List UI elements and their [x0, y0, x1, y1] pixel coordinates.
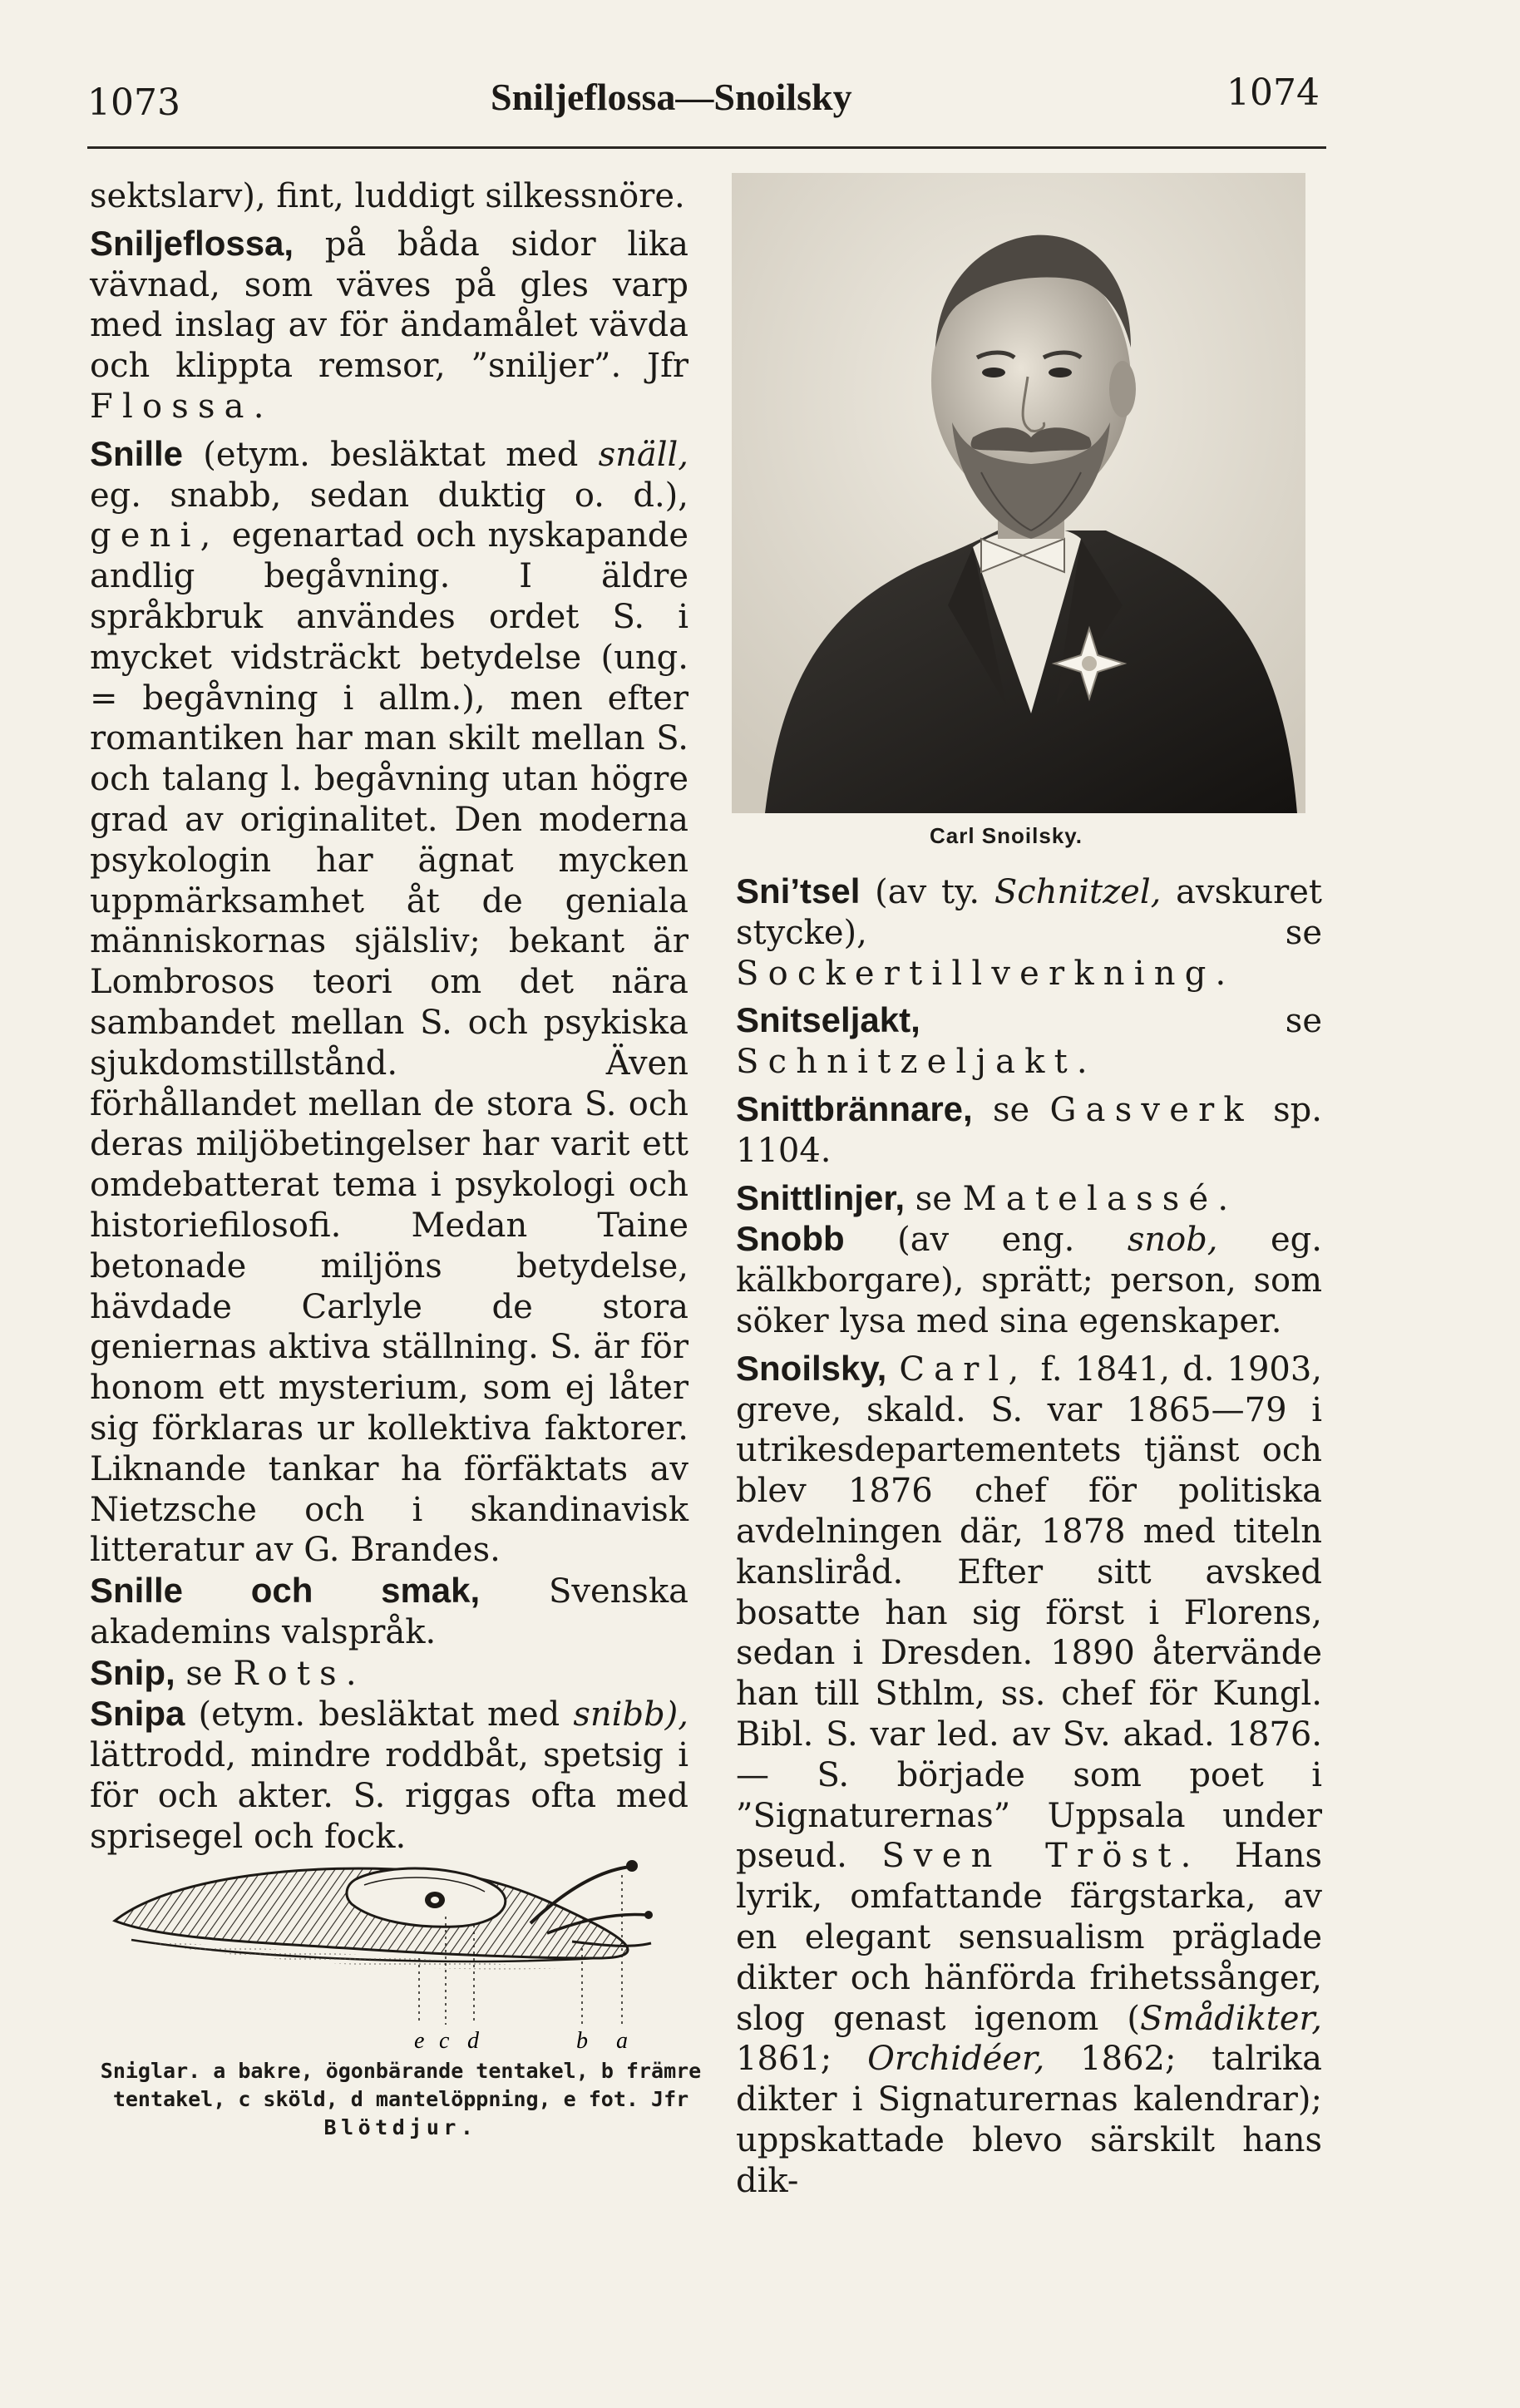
slug-label-d: d — [467, 2028, 479, 2054]
left-column — [90, 176, 688, 1858]
lemma-snittbrannare: Snittbrännare, — [736, 1088, 973, 1128]
entry-continuation — [90, 176, 688, 217]
slug-label-a: a — [616, 2028, 628, 2054]
spaced-pseudonym: Sven Tröst. — [881, 1837, 1201, 1876]
etym-word: snibb), — [573, 1695, 688, 1734]
cross-ref-blotdjur: Blötdjur. — [323, 2115, 478, 2139]
spaced-term-geni: geni, — [90, 516, 220, 555]
entry-snipa — [90, 1694, 688, 1857]
entry-text: Hans lyrik, omfattande färgstarka, av en elegant sensualism präglade dikter och hänförda frihetssånger, slog genast igenom ( — [736, 1837, 1322, 2038]
etym-word: Schnitzel, — [994, 873, 1162, 911]
entry-text: eg. snabb, sedan duktig o. d.), — [90, 476, 688, 515]
entry-text: se — [920, 1002, 1322, 1041]
entry-sniljeflossa — [90, 224, 688, 427]
slug-label-b: b — [576, 2028, 588, 2054]
entry-snobb — [736, 1219, 1322, 1341]
header-rule — [87, 146, 1326, 149]
entry-text: på båda sidor lika vävnad, som väves på gles varp med inslag av för ändamålet vävda och klippta remsor, ”sniljer”. Jfr — [90, 225, 688, 386]
lemma-snille: Snille — [90, 433, 184, 473]
entry-text: se — [972, 1090, 1050, 1129]
cross-ref-matelasse: Matelassé. — [962, 1179, 1238, 1218]
entry-text: (av ty. — [860, 873, 994, 911]
slug-label-e: e — [414, 2028, 425, 2054]
entry-text: se — [175, 1654, 234, 1693]
entry-text: sp. 1104. — [736, 1090, 1322, 1170]
cross-ref-rots: Rots. — [233, 1654, 366, 1693]
slug-caption-text: Sniglar. a bakre, ögonbärande tentakel, b främre tentakel, c sköld, d mantelöppning, e fot. Jfr — [100, 2059, 702, 2111]
work-title: Smådikter, — [1139, 1999, 1322, 2038]
portrait-photo — [732, 173, 1305, 813]
etym-word: snäll, — [598, 435, 688, 474]
entry-text: (etym. besläktat med — [183, 435, 599, 474]
entry-text: 1861; — [736, 2040, 868, 2079]
entry-text — [886, 1350, 899, 1389]
entry-snittbrannare — [736, 1089, 1322, 1172]
entry-text: egenartad och nyskapande andlig begåvning. I äldre språkbruk användes ordet S. i mycket vidsträckt betydelse (ung. = begåvning i allm.), men efter romantiken har man skilt mellan S. och talang l. begåvning utan högre grad av originalitet. Den moderna psykologin har ägnat mycken uppmärksamhet åt de geniala människornas själsliv; bekant är Lombrosos teori om det nära sambandet mellan S. och psykiska sjukdomstillstånd. Även förhållandet mellan de stora S. och deras miljöbetingelser har varit ett omdebatterat tema i psykologi och historiefilosofi. Medan Taine betonade miljöns betydelse, hävdade Carlyle de stora geniernas aktiva ställning. S. är för honom ett mysterium, som ej låter sig förklaras ur kollektiva faktorer. Liknande tankar ha förfäktats av Nietzsche och i skandinavisk litteratur av G. Brandes. — [90, 516, 688, 1570]
entry-snip — [90, 1653, 688, 1695]
running-head: Sniljeflossa—Snoilsky — [491, 76, 852, 118]
lemma-snoilsky: Snoilsky, — [736, 1348, 887, 1388]
right-column — [736, 871, 1322, 2202]
spaced-name-carl: Carl, — [899, 1350, 1029, 1389]
entry-snille-och-smak — [90, 1571, 688, 1653]
cross-ref-flossa: Flossa. — [90, 387, 274, 426]
entry-snitsel — [736, 871, 1322, 994]
entry-snille — [90, 434, 688, 1571]
slug-drawing — [98, 1842, 697, 2058]
portrait-drawing — [732, 173, 1305, 813]
entry-text: 1862; talrika dikter i Signaturernas kalendrar); uppskattade blevo särskilt hans dik- — [736, 2040, 1322, 2200]
slug-caption — [93, 2057, 708, 2142]
entry-text: avskuret stycke), se — [736, 873, 1322, 952]
cross-ref-schnitzeljakt: Schnitzeljakt. — [736, 1043, 1097, 1082]
lemma-snip: Snip, — [90, 1652, 175, 1692]
entry-snoilsky — [736, 1349, 1322, 2202]
portrait-caption: Carl Snoilsky. — [930, 823, 1083, 848]
entry-text: lättrodd, mindre roddbåt, spetsig i för och akter. S. riggas ofta med sprisegel och fock. — [90, 1736, 688, 1856]
entry-text: eg. kälkborgare), sprätt; person, som söker lysa med sina egenskaper. — [736, 1221, 1322, 1340]
lemma-snobb: Snobb — [736, 1219, 845, 1259]
continuation-text: sektslarv), fint, luddigt silkessnöre. — [90, 177, 685, 215]
lemma-snille-och-smak: Snille och smak, — [90, 1571, 481, 1611]
slug-label-c: c — [439, 2028, 450, 2054]
lemma-snitsel: Sni’tsel — [736, 871, 861, 910]
lemma-sniljeflossa: Sniljeflossa, — [90, 223, 294, 263]
cross-ref-gasverk: Gasverk — [1049, 1090, 1253, 1129]
entry-text: se — [905, 1179, 963, 1218]
cross-ref-sockertillverkning: Sockertillverkning. — [736, 954, 1236, 993]
entry-text: f. 1841, d. 1903, greve, skald. S. var 1865—79 i utrikesdepartementets tjänst och blev 1876 chef för politiska avdelningen där, 1878 med titeln kansliråd. Efter sitt avsked bosatte han sig först i Florens, sedan i Dresden. 1890 återvände han till Sthlm, ss. chef för Kungl. Bibl. S. var led. av Sv. akad. 1876. — S. började som poet i ”Signaturernas” Uppsala under pseud. — [736, 1350, 1323, 1876]
entry-snittlinjer — [736, 1178, 1322, 1220]
page-number-left: 1073 — [87, 81, 180, 124]
slug-illustration — [98, 1842, 697, 2058]
lemma-snipa: Snipa — [90, 1694, 185, 1734]
entry-text: (av eng. — [844, 1221, 1128, 1260]
entry-snitseljakt — [736, 1000, 1322, 1083]
lemma-snittlinjer: Snittlinjer, — [736, 1177, 906, 1217]
entry-text: Svenska akademins valspråk. — [90, 1572, 688, 1651]
etym-word: snob, — [1127, 1221, 1218, 1260]
lemma-snitseljakt: Snitseljakt, — [736, 1000, 920, 1040]
page-number-right: 1074 — [1226, 72, 1320, 114]
work-title: Orchidéer, — [867, 2040, 1045, 2079]
entry-text: (etym. besläktat med — [185, 1695, 574, 1734]
